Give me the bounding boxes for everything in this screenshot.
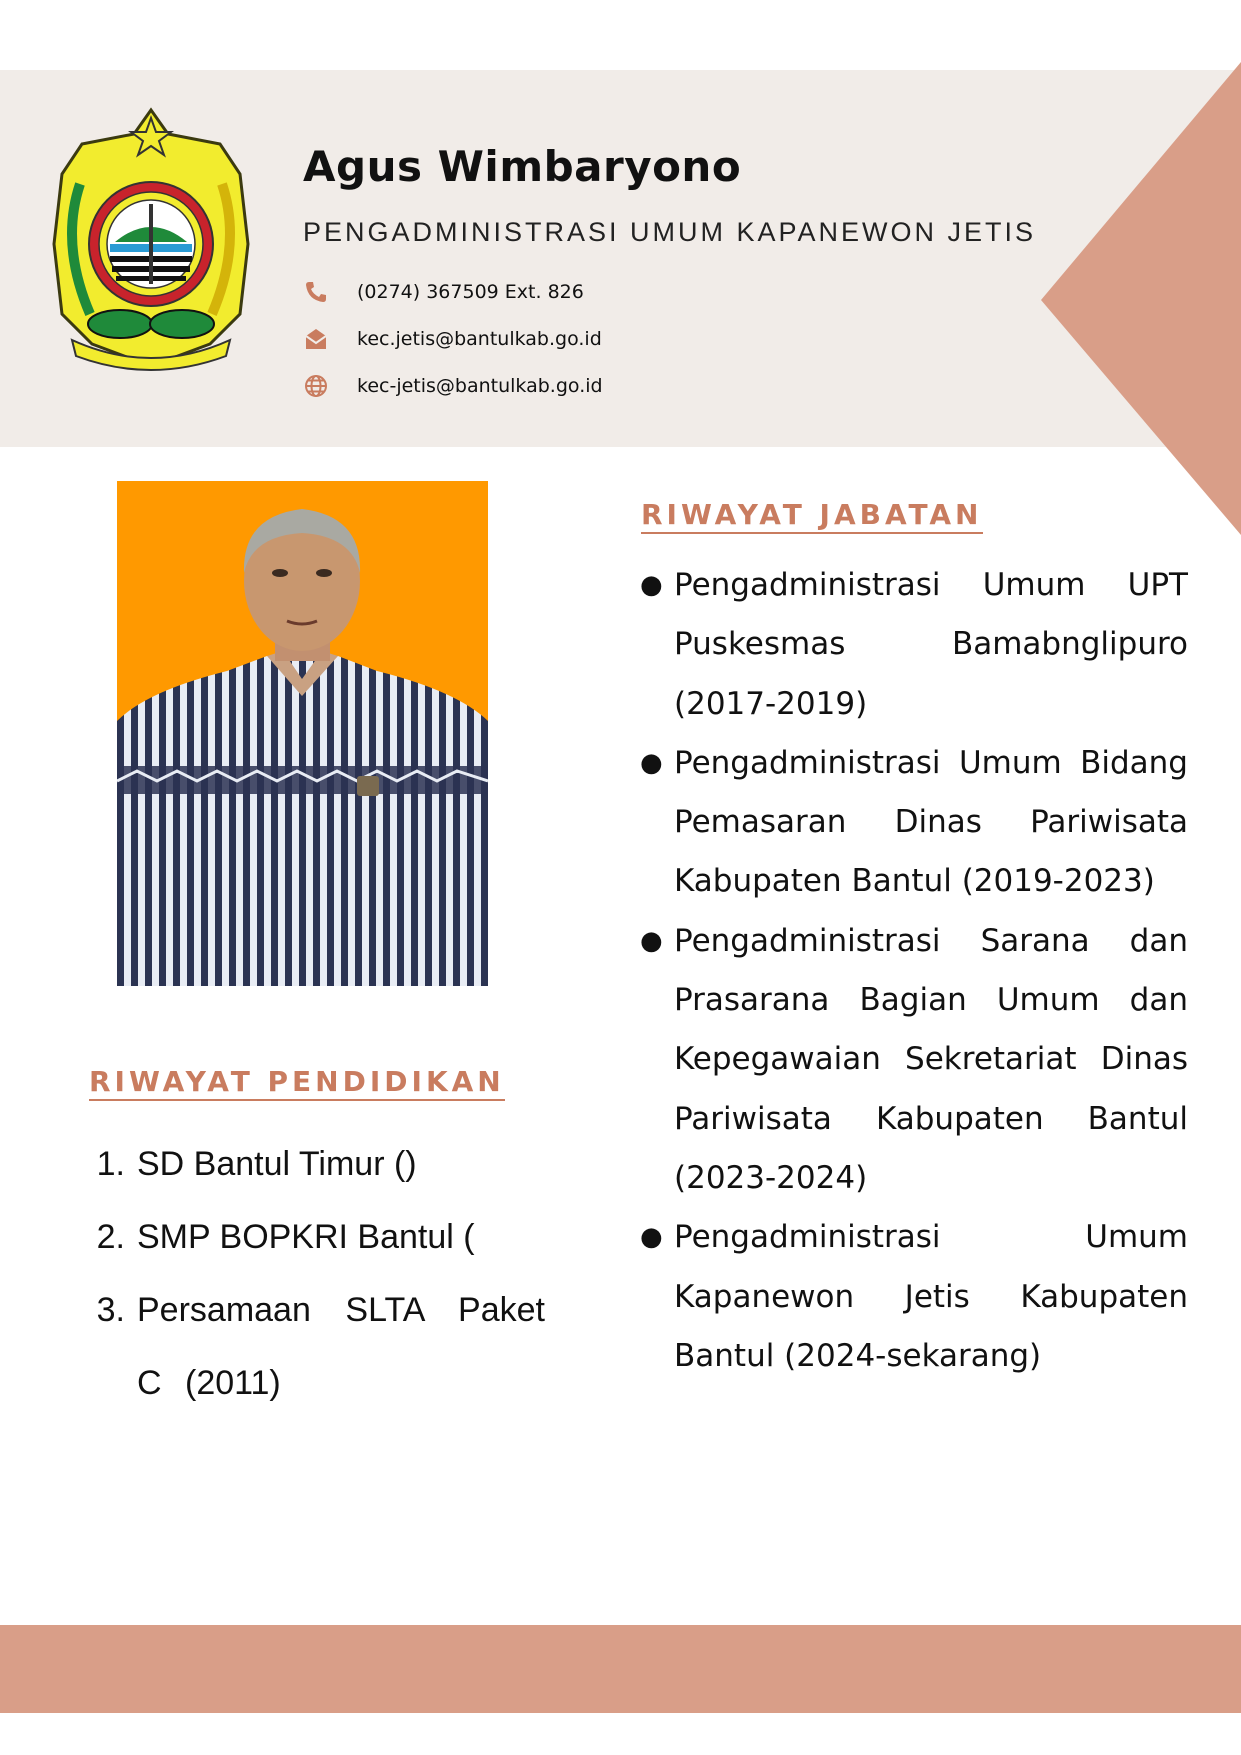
profile-photo <box>117 481 488 986</box>
email-text: kec.jetis@bantulkab.go.id <box>357 328 602 350</box>
bullet-icon: ● <box>640 747 663 778</box>
education-list <box>85 1128 545 1420</box>
job-item-text: Pengadministrasi Sarana dan Prasarana Bagian Umum dan Kepegawaian Sekretariat Dinas Pariwisata Kabupaten Bantul (2023-2024) <box>674 922 1188 1196</box>
jobs-list <box>640 556 1188 1386</box>
mail-icon <box>303 326 329 352</box>
web-text: kec-jetis@bantulkab.go.id <box>357 375 603 397</box>
education-item <box>85 1274 545 1420</box>
bullet-icon: ● <box>640 570 663 600</box>
footer-band <box>0 1625 1241 1713</box>
education-item-number: 1. <box>96 1145 125 1183</box>
person-role: PENGADMINISTRASI UMUM KAPANEWON JETIS <box>303 217 1037 247</box>
phone-text: (0274) 367509 Ext. 826 <box>357 281 584 303</box>
globe-icon <box>303 373 329 399</box>
education-item <box>85 1128 545 1201</box>
education-item <box>85 1201 545 1274</box>
job-item <box>640 734 1188 912</box>
jobs-title: RIWAYAT JABATAN <box>641 498 983 534</box>
job-item <box>640 556 1188 734</box>
person-name: Agus Wimbaryono <box>303 142 742 191</box>
job-item <box>640 912 1188 1208</box>
contact-phone <box>303 277 584 307</box>
job-item-text: Pengadministrasi Umum UPT Puskesmas Bamabnglipuro (2017-2019) <box>674 567 1188 722</box>
education-item-text: SD Bantul Timur () <box>137 1145 417 1183</box>
bullet-icon: ● <box>640 925 663 956</box>
education-item-text: Persamaan SLTA Paket C (2011) <box>137 1291 545 1402</box>
bullet-icon: ● <box>640 1222 663 1253</box>
contact-email <box>303 324 602 354</box>
job-item-text: Pengadministrasi Umum Kapanewon Jetis Kabupaten Bantul (2024-sekarang) <box>674 1219 1188 1374</box>
education-title: RIWAYAT PENDIDIKAN <box>89 1065 505 1101</box>
job-item-text: Pengadministrasi Umum Bidang Pemasaran Dinas Pariwisata Kabupaten Bantul (2019-2023) <box>674 744 1188 900</box>
phone-icon <box>303 279 329 305</box>
education-item-number: 3. <box>96 1291 125 1329</box>
contact-web <box>303 371 603 401</box>
kabupaten-bantul-emblem <box>50 104 252 376</box>
education-item-number: 2. <box>96 1218 125 1256</box>
education-item-text: SMP BOPKRI Bantul ( <box>137 1218 475 1256</box>
job-item <box>640 1208 1188 1386</box>
